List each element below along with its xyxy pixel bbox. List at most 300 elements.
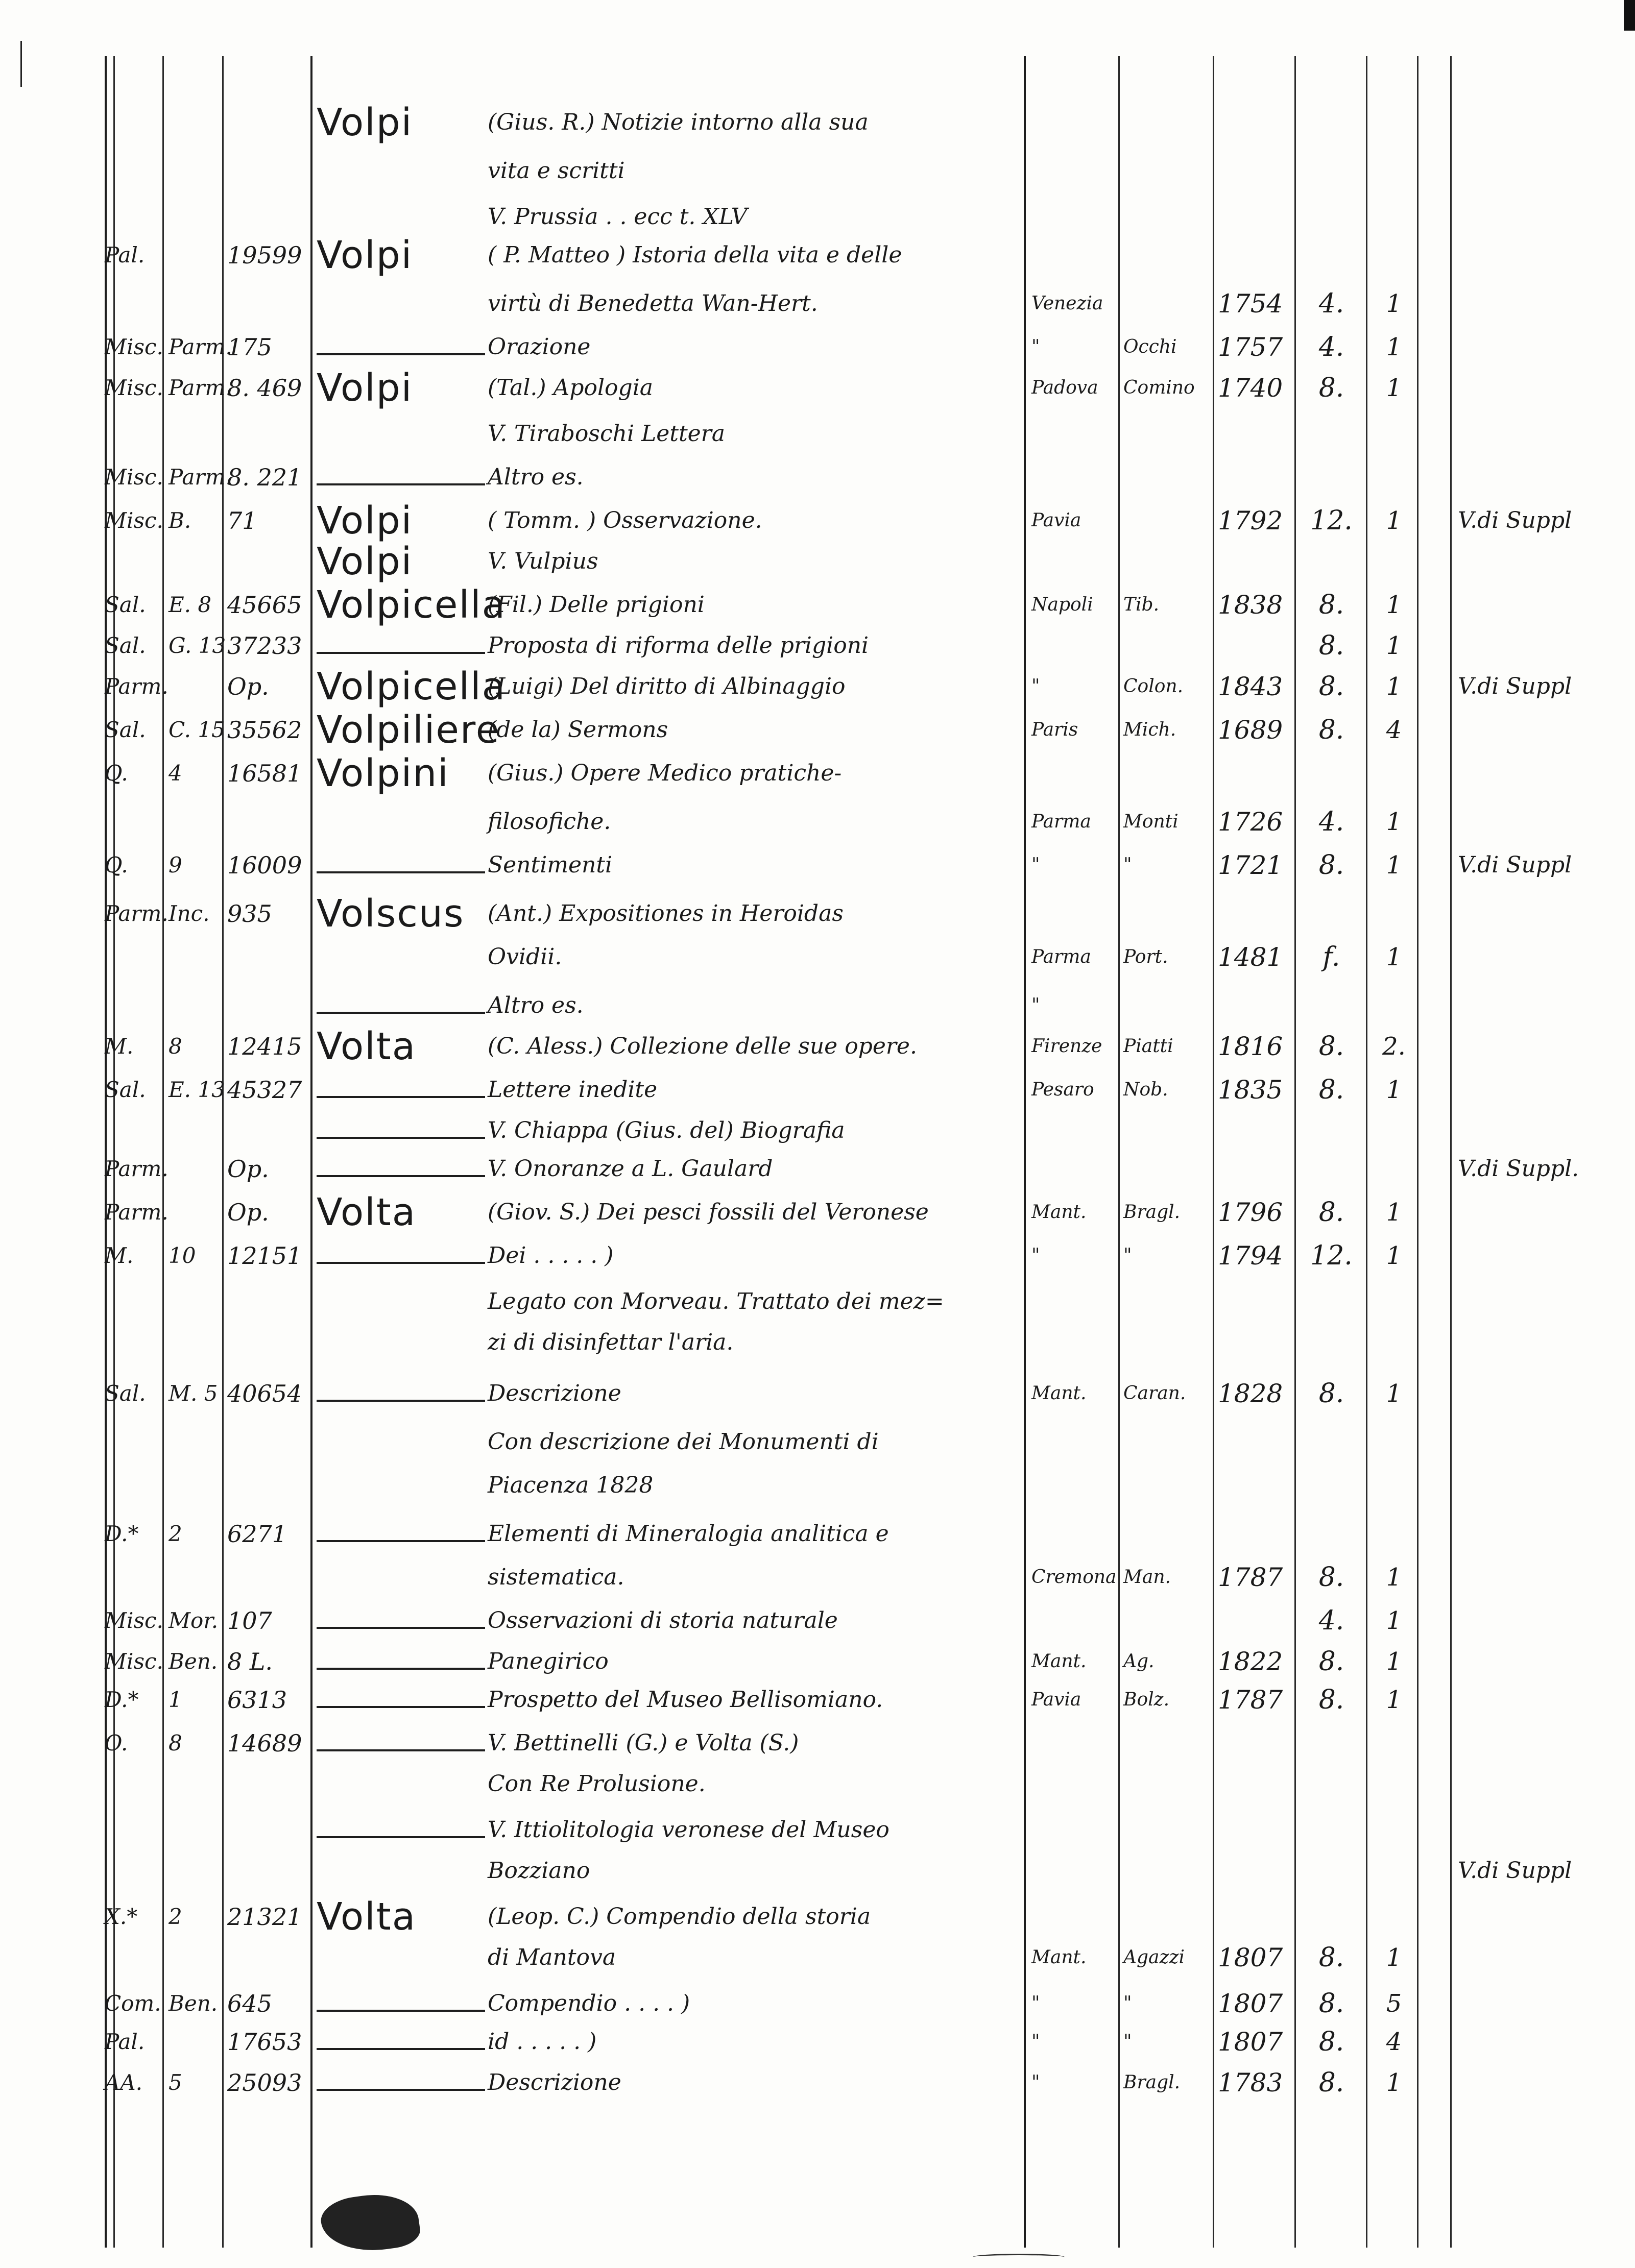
year-cell bbox=[1218, 893, 1289, 934]
note-cell bbox=[1458, 710, 1626, 750]
title-cell: Descrizione bbox=[488, 1380, 621, 1406]
collection-cell bbox=[105, 1810, 163, 1850]
note-cell: V.di Suppl. bbox=[1458, 1156, 1579, 1182]
catalog-row bbox=[0, 584, 1635, 625]
place-cell bbox=[1031, 457, 1118, 498]
catalog-row bbox=[0, 985, 1635, 1026]
place-cell: Pesaro bbox=[1031, 1079, 1094, 1100]
author-cell bbox=[317, 1764, 485, 1804]
printer-cell bbox=[1123, 893, 1208, 934]
year-cell bbox=[1218, 1422, 1289, 1462]
volumes-cell: 1 bbox=[1386, 672, 1402, 701]
format-cell: 8. bbox=[1318, 671, 1344, 702]
year-cell: 1843 bbox=[1218, 672, 1283, 701]
volumes-cell: 1 bbox=[1386, 1647, 1402, 1676]
author-cell: Volpini bbox=[317, 751, 449, 795]
year-cell: 1754 bbox=[1218, 289, 1283, 319]
printer-cell bbox=[1123, 1764, 1208, 1804]
year-cell bbox=[1218, 413, 1289, 454]
place-cell bbox=[1031, 151, 1118, 191]
volumes-cell: 4 bbox=[1386, 2028, 1402, 2056]
place-cell bbox=[1031, 753, 1118, 794]
collection-cell: D.* bbox=[105, 1687, 139, 1712]
author-cell: Volpi bbox=[317, 101, 413, 144]
title-cell: (de la) Sermons bbox=[488, 717, 668, 743]
place-cell bbox=[1031, 1110, 1118, 1151]
note-cell bbox=[1458, 1322, 1626, 1363]
note-cell bbox=[1458, 1069, 1626, 1110]
collection-cell: Misc. bbox=[105, 375, 163, 400]
author-cell: Volpicella bbox=[317, 583, 506, 627]
catalog-row bbox=[0, 845, 1635, 886]
note-cell bbox=[1458, 1281, 1626, 1322]
volumes-cell: 1 bbox=[1386, 1076, 1402, 1104]
note-cell bbox=[1458, 197, 1626, 237]
catalog-row bbox=[0, 1514, 1635, 1554]
printer-cell: " bbox=[1123, 855, 1132, 875]
note-cell bbox=[1458, 541, 1626, 582]
call-number-cell: 6271 bbox=[227, 1520, 287, 1548]
note-cell bbox=[1458, 235, 1626, 276]
title-cell: (Gius. R.) Notizie intorno alla sua bbox=[488, 109, 869, 135]
shelf-cell bbox=[169, 985, 220, 1026]
title-cell: (Gius.) Opere Medico pratiche- bbox=[488, 760, 842, 786]
author-cell bbox=[317, 151, 485, 191]
printer-cell: Monti bbox=[1123, 811, 1179, 832]
volumes-cell: 1 bbox=[1386, 1241, 1402, 1270]
format-cell bbox=[1302, 1514, 1361, 1554]
catalog-row bbox=[0, 1641, 1635, 1682]
printer-cell: Ag. bbox=[1123, 1651, 1155, 1672]
volumes-cell bbox=[1374, 1149, 1414, 1189]
volumes-cell: 1 bbox=[1386, 1943, 1402, 1972]
printer-cell: " bbox=[1123, 1993, 1132, 2014]
note-cell bbox=[1458, 625, 1626, 666]
collection-cell bbox=[105, 413, 163, 454]
shelf-cell bbox=[169, 1850, 220, 1891]
format-cell: 4. bbox=[1318, 807, 1344, 837]
shelf-cell bbox=[169, 1764, 220, 1804]
format-cell bbox=[1302, 1422, 1361, 1462]
call-number-cell: 935 bbox=[227, 900, 272, 928]
catalog-row bbox=[0, 893, 1635, 934]
author-cell bbox=[317, 985, 485, 1026]
volumes-cell: 5 bbox=[1386, 1989, 1402, 2018]
call-number-cell bbox=[227, 283, 304, 324]
year-cell: 1721 bbox=[1218, 850, 1283, 880]
printer-cell bbox=[1123, 235, 1208, 276]
place-cell: " bbox=[1031, 1245, 1040, 1266]
place-cell bbox=[1031, 1149, 1118, 1189]
call-number-cell bbox=[227, 1850, 304, 1891]
shelf-cell: 8 bbox=[169, 1034, 182, 1059]
place-cell: Pavia bbox=[1031, 1689, 1081, 1710]
volumes-cell bbox=[1374, 1322, 1414, 1363]
place-cell: Mant. bbox=[1031, 1947, 1087, 1968]
collection-cell bbox=[105, 151, 163, 191]
author-cell bbox=[317, 1069, 485, 1110]
year-cell bbox=[1218, 1764, 1289, 1804]
format-cell: 8. bbox=[1318, 1685, 1344, 1715]
collection-cell: Sal. bbox=[105, 1381, 146, 1406]
catalog-row bbox=[0, 1373, 1635, 1414]
place-cell: Cremona bbox=[1031, 1567, 1117, 1588]
collection-cell bbox=[105, 1557, 163, 1598]
catalog-row bbox=[0, 1937, 1635, 1978]
format-cell bbox=[1302, 1465, 1361, 1506]
printer-cell: Mich. bbox=[1123, 719, 1176, 740]
note-cell bbox=[1458, 368, 1626, 408]
printer-cell: Caran. bbox=[1123, 1383, 1186, 1404]
catalog-row bbox=[0, 625, 1635, 666]
note-cell bbox=[1458, 1937, 1626, 1978]
call-number-cell: 19599 bbox=[227, 241, 302, 269]
shelf-cell: Ben. bbox=[169, 1649, 218, 1674]
note-cell bbox=[1458, 102, 1626, 143]
place-cell: " bbox=[1031, 2072, 1040, 2093]
collection-cell: Sal. bbox=[105, 592, 146, 617]
format-cell: 8. bbox=[1318, 1031, 1344, 1062]
year-cell bbox=[1218, 1514, 1289, 1554]
volumes-cell: 1 bbox=[1386, 591, 1402, 619]
title-cell: Compendio . . . . ) bbox=[488, 1990, 690, 2016]
format-cell bbox=[1302, 197, 1361, 237]
title-cell: Panegirico bbox=[488, 1648, 609, 1674]
title-cell: filosofiche. bbox=[488, 809, 611, 835]
place-cell: Paris bbox=[1031, 719, 1078, 740]
format-cell bbox=[1302, 985, 1361, 1026]
place-cell: " bbox=[1031, 336, 1040, 357]
volumes-cell bbox=[1374, 1110, 1414, 1151]
printer-cell bbox=[1123, 1281, 1208, 1322]
title-cell: (Fil.) Delle prigioni bbox=[488, 592, 705, 618]
author-cell bbox=[317, 1110, 485, 1151]
collection-cell bbox=[105, 1937, 163, 1978]
author-cell bbox=[317, 1149, 485, 1189]
volumes-cell bbox=[1374, 102, 1414, 143]
printer-cell bbox=[1123, 1110, 1208, 1151]
call-number-cell: 175 bbox=[227, 333, 272, 361]
call-number-cell bbox=[227, 1764, 304, 1804]
printer-cell bbox=[1123, 413, 1208, 454]
collection-cell bbox=[105, 1850, 163, 1891]
catalog-row bbox=[0, 1422, 1635, 1462]
year-cell: 1822 bbox=[1218, 1647, 1283, 1676]
collection-cell: AA. bbox=[105, 2070, 143, 2095]
place-cell bbox=[1031, 413, 1118, 454]
author-cell: Volpi bbox=[317, 540, 413, 583]
call-number-cell: Op. bbox=[227, 1199, 269, 1226]
format-cell bbox=[1302, 893, 1361, 934]
title-cell: V. Vulpius bbox=[488, 548, 598, 574]
title-cell: di Mantova bbox=[488, 1944, 616, 1970]
shelf-cell: 9 bbox=[169, 852, 182, 877]
year-cell bbox=[1218, 1110, 1289, 1151]
title-cell: Sentimenti bbox=[488, 852, 613, 878]
note-cell bbox=[1458, 1422, 1626, 1462]
place-cell bbox=[1031, 1465, 1118, 1506]
title-cell: ( Tomm. ) Osservazione. bbox=[488, 507, 762, 533]
call-number-cell: 107 bbox=[227, 1607, 272, 1635]
title-cell: Legato con Morveau. Trattato dei mez= bbox=[488, 1288, 944, 1314]
catalog-row bbox=[0, 1896, 1635, 1937]
note-cell bbox=[1458, 1235, 1626, 1276]
title-cell: Prospetto del Museo Bellisomiano. bbox=[488, 1687, 883, 1713]
year-cell bbox=[1218, 1281, 1289, 1322]
place-cell: " bbox=[1031, 995, 1040, 1016]
collection-cell: Misc. bbox=[105, 1608, 163, 1633]
printer-cell bbox=[1123, 102, 1208, 143]
printer-cell: Nob. bbox=[1123, 1079, 1168, 1100]
year-cell bbox=[1218, 197, 1289, 237]
collection-cell: Misc. bbox=[105, 465, 163, 490]
author-cell bbox=[317, 845, 485, 886]
place-cell: Mant. bbox=[1031, 1383, 1087, 1404]
volumes-cell bbox=[1374, 151, 1414, 191]
call-number-cell bbox=[227, 1465, 304, 1506]
title-cell: Descrizione bbox=[488, 2069, 621, 2095]
year-cell: 1740 bbox=[1218, 373, 1283, 403]
format-cell bbox=[1302, 1723, 1361, 1764]
collection-cell: Q. bbox=[105, 761, 128, 786]
call-number-cell bbox=[227, 541, 304, 582]
note-cell bbox=[1458, 1679, 1626, 1720]
year-cell bbox=[1218, 625, 1289, 666]
printer-cell bbox=[1123, 1422, 1208, 1462]
place-cell bbox=[1031, 1600, 1118, 1641]
author-cell bbox=[317, 197, 485, 237]
format-cell bbox=[1302, 1149, 1361, 1189]
format-cell bbox=[1302, 102, 1361, 143]
catalog-row bbox=[0, 666, 1635, 707]
place-cell: Mant. bbox=[1031, 1202, 1087, 1223]
catalog-row bbox=[0, 801, 1635, 842]
place-cell bbox=[1031, 1322, 1118, 1363]
title-cell: sistematica. bbox=[488, 1564, 624, 1590]
printer-cell: Man. bbox=[1123, 1567, 1171, 1588]
place-cell bbox=[1031, 1281, 1118, 1322]
shelf-cell: M. 5 bbox=[169, 1381, 218, 1406]
format-cell: 12. bbox=[1310, 505, 1353, 536]
shelf-cell: 2 bbox=[169, 1904, 182, 1929]
title-cell: Altro es. bbox=[488, 992, 584, 1018]
format-cell bbox=[1302, 1810, 1361, 1850]
note-cell bbox=[1458, 327, 1626, 368]
author-cell: Volta bbox=[317, 1025, 417, 1068]
year-cell bbox=[1218, 1896, 1289, 1937]
year-cell: 1726 bbox=[1218, 807, 1283, 837]
collection-cell: M. bbox=[105, 1034, 134, 1059]
format-cell: 4. bbox=[1318, 1605, 1344, 1636]
format-cell bbox=[1302, 1896, 1361, 1937]
shelf-cell: B. bbox=[169, 508, 191, 533]
volumes-cell: 1 bbox=[1386, 289, 1402, 318]
call-number-cell: 16009 bbox=[227, 851, 302, 879]
catalog-row bbox=[0, 1850, 1635, 1891]
place-cell: Pavia bbox=[1031, 510, 1081, 531]
note-cell bbox=[1458, 985, 1626, 1026]
author-cell bbox=[317, 801, 485, 842]
shelf-cell bbox=[169, 1810, 220, 1850]
volumes-cell bbox=[1374, 413, 1414, 454]
note-cell bbox=[1458, 893, 1626, 934]
volumes-cell: 1 bbox=[1386, 1686, 1402, 1714]
call-number-cell: 45327 bbox=[227, 1076, 302, 1104]
collection-cell: Com. bbox=[105, 1991, 161, 2016]
author-cell: Volpi bbox=[317, 366, 413, 410]
author-cell bbox=[317, 283, 485, 324]
format-cell: 8. bbox=[1318, 1646, 1344, 1677]
shelf-cell bbox=[169, 151, 220, 191]
note-cell bbox=[1458, 937, 1626, 978]
catalog-row bbox=[0, 1723, 1635, 1764]
catalog-row bbox=[0, 457, 1635, 498]
call-number-cell bbox=[227, 102, 304, 143]
printer-cell bbox=[1123, 1850, 1208, 1891]
collection-cell: Sal. bbox=[105, 717, 146, 742]
place-cell bbox=[1031, 1723, 1118, 1764]
catalog-row bbox=[0, 197, 1635, 237]
year-cell: 1757 bbox=[1218, 332, 1283, 362]
printer-cell bbox=[1123, 1465, 1208, 1506]
place-cell bbox=[1031, 541, 1118, 582]
year-cell bbox=[1218, 235, 1289, 276]
call-number-cell bbox=[227, 151, 304, 191]
author-cell bbox=[317, 1810, 485, 1850]
call-number-cell: 35562 bbox=[227, 716, 302, 744]
author-cell bbox=[317, 413, 485, 454]
shelf-cell: Ben. bbox=[169, 1991, 218, 2016]
catalog-row bbox=[0, 1235, 1635, 1276]
volumes-cell bbox=[1374, 1514, 1414, 1554]
format-cell: 8. bbox=[1318, 1942, 1344, 1973]
collection-cell bbox=[105, 985, 163, 1026]
volumes-cell: 1 bbox=[1386, 1198, 1402, 1227]
call-number-cell bbox=[227, 985, 304, 1026]
note-cell bbox=[1458, 2062, 1626, 2103]
note-cell bbox=[1458, 753, 1626, 794]
volumes-cell bbox=[1374, 541, 1414, 582]
shelf-cell: 5 bbox=[169, 2070, 182, 2095]
author-cell bbox=[317, 1600, 485, 1641]
year-cell: 1835 bbox=[1218, 1075, 1283, 1105]
volumes-cell: 1 bbox=[1386, 374, 1402, 402]
title-cell: V. Onoranze a L. Gaulard bbox=[488, 1156, 773, 1182]
format-cell: 4. bbox=[1318, 332, 1344, 362]
printer-cell bbox=[1123, 625, 1208, 666]
printer-cell bbox=[1123, 753, 1208, 794]
catalog-row bbox=[0, 368, 1635, 408]
note-cell bbox=[1458, 584, 1626, 625]
year-cell bbox=[1218, 541, 1289, 582]
call-number-cell bbox=[227, 1110, 304, 1151]
note-cell bbox=[1458, 2021, 1626, 2062]
collection-cell bbox=[105, 1764, 163, 1804]
note-cell bbox=[1458, 1983, 1626, 2024]
printer-cell bbox=[1123, 283, 1208, 324]
note-cell bbox=[1458, 151, 1626, 191]
printer-cell bbox=[1123, 197, 1208, 237]
shelf-cell bbox=[169, 1149, 220, 1189]
collection-cell: Pal. bbox=[105, 2029, 145, 2054]
catalog-row bbox=[0, 1764, 1635, 1804]
format-cell: 8. bbox=[1318, 630, 1344, 661]
call-number-cell bbox=[227, 1937, 304, 1978]
call-number-cell: 8 L. bbox=[227, 1648, 273, 1675]
format-cell: 8. bbox=[1318, 850, 1344, 881]
author-cell bbox=[317, 457, 485, 498]
year-cell: 1807 bbox=[1218, 1989, 1283, 2018]
printer-cell bbox=[1123, 1514, 1208, 1554]
note-cell bbox=[1458, 1896, 1626, 1937]
catalog-row bbox=[0, 1465, 1635, 1506]
title-cell: (Tal.) Apologia bbox=[488, 375, 654, 401]
year-cell: 1816 bbox=[1218, 1032, 1283, 1061]
title-cell: ( P. Matteo ) Istoria della vita e delle bbox=[488, 242, 902, 268]
volumes-cell bbox=[1374, 457, 1414, 498]
call-number-cell: Op. bbox=[227, 1155, 269, 1183]
note-cell bbox=[1458, 1641, 1626, 1682]
shelf-cell: 4 bbox=[169, 761, 182, 786]
author-cell bbox=[317, 2021, 485, 2062]
place-cell bbox=[1031, 1810, 1118, 1850]
catalog-row bbox=[0, 937, 1635, 978]
year-cell bbox=[1218, 151, 1289, 191]
place-cell bbox=[1031, 625, 1118, 666]
year-cell: 1807 bbox=[1218, 2027, 1283, 2057]
note-cell bbox=[1458, 1192, 1626, 1233]
printer-cell bbox=[1123, 1896, 1208, 1937]
format-cell: 8. bbox=[1318, 2067, 1344, 2098]
note-cell bbox=[1458, 457, 1626, 498]
place-cell: Parma bbox=[1031, 946, 1091, 967]
year-cell bbox=[1218, 753, 1289, 794]
author-cell bbox=[317, 1373, 485, 1414]
author-cell bbox=[317, 1465, 485, 1506]
catalog-row bbox=[0, 413, 1635, 454]
place-cell bbox=[1031, 197, 1118, 237]
format-cell: 8. bbox=[1318, 1562, 1344, 1593]
printer-cell bbox=[1123, 151, 1208, 191]
author-cell bbox=[317, 2062, 485, 2103]
catalog-row bbox=[0, 1026, 1635, 1067]
year-cell bbox=[1218, 457, 1289, 498]
title-cell: (Giov. S.) Dei pesci fossili del Veronese bbox=[488, 1199, 929, 1225]
call-number-cell bbox=[227, 1810, 304, 1850]
collection-cell bbox=[105, 283, 163, 324]
volumes-cell: 1 bbox=[1386, 943, 1402, 971]
place-cell: Venezia bbox=[1031, 293, 1103, 314]
place-cell bbox=[1031, 235, 1118, 276]
catalog-row bbox=[0, 102, 1635, 143]
catalog-row bbox=[0, 2021, 1635, 2062]
year-cell: 1787 bbox=[1218, 1685, 1283, 1715]
year-cell: 1838 bbox=[1218, 590, 1283, 620]
collection-cell bbox=[105, 102, 163, 143]
format-cell: 4. bbox=[1318, 288, 1344, 319]
year-cell bbox=[1218, 1465, 1289, 1506]
author-cell: Volpicella bbox=[317, 665, 506, 709]
shelf-cell bbox=[169, 1465, 220, 1506]
catalog-row bbox=[0, 1281, 1635, 1322]
format-cell: 8. bbox=[1318, 1075, 1344, 1105]
place-cell: " bbox=[1031, 2031, 1040, 2052]
collection-cell bbox=[105, 197, 163, 237]
shelf-cell: 10 bbox=[169, 1243, 196, 1268]
format-cell: 8. bbox=[1318, 590, 1344, 620]
title-cell: Altro es. bbox=[488, 464, 584, 490]
shelf-cell: Parm. bbox=[169, 375, 232, 400]
